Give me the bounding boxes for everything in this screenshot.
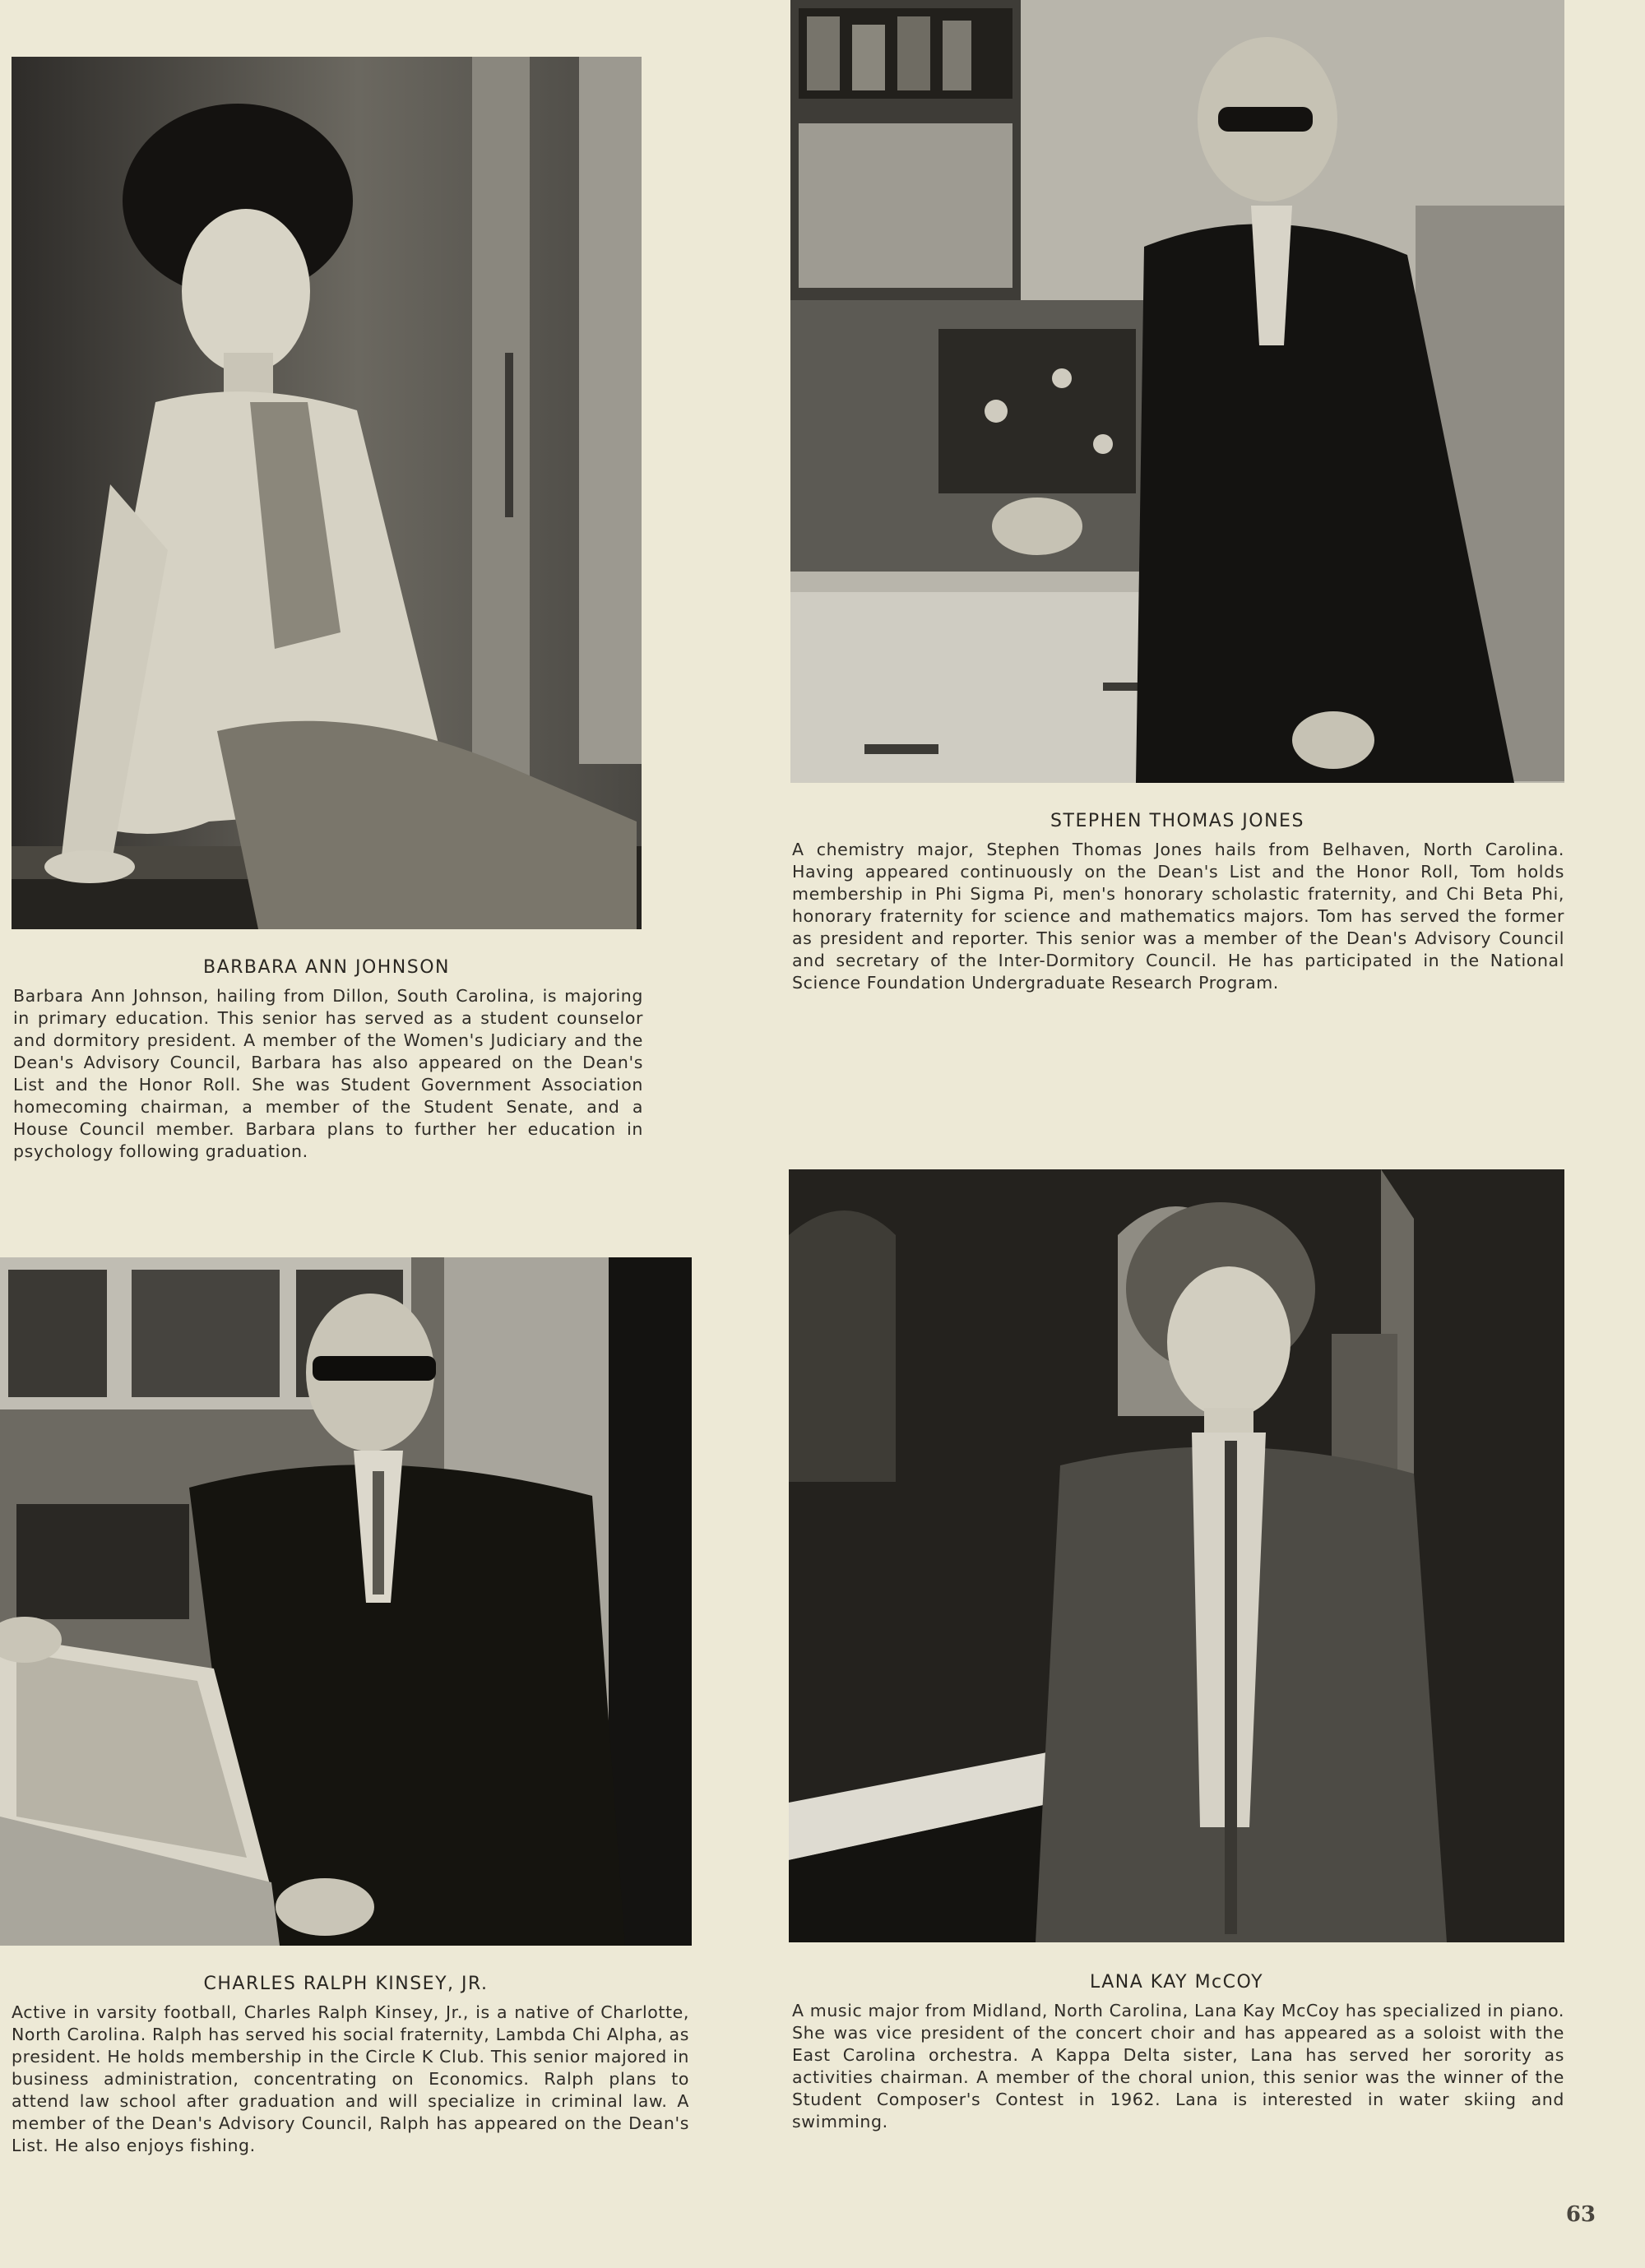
photo-lana-image <box>789 1169 1564 1942</box>
page-number: 63 <box>1565 2202 1596 2227</box>
profile-name-charles: CHARLES RALPH KINSEY, JR. <box>203 1974 489 1994</box>
profile-name-lana: LANA KAY McCOY <box>1089 1972 1264 1993</box>
photo-stephen-image <box>790 0 1564 783</box>
profile-bio-charles: Active in varsity football, Charles Ralph Kinsey, Jr., is a native of Charlotte, North Carolina. Ralph has served his social fraternity, Lambda Chi Alpha, as president. He holds membership in the Circle K Club. This senior majored in business administration, concentrating on Economics. Ralph plans to attend law school after graduation and will specialize in criminal law. A member of the Dean's Advisory Council, Ralph has appeared on the Dean's List. He also enjoys fishing. <box>12 2002 689 2155</box>
photo-stephen-thomas-jones <box>790 0 1564 783</box>
profile-bio-lana: A music major from Midland, North Carolina, Lana Kay McCoy has specialized in piano. She was vice president of the concert choir and has appeared as a soloist with the East Carolina orchestra. A Kappa Delta sister, Lana has served her sorority as activities chairman. A member of the choral union, this senior was the winner of the Student Composer's Contest in 1962. Lana is interested in water skiing and swimming. <box>792 2001 1564 2131</box>
photo-charles-image <box>0 1257 692 1946</box>
photo-barbara-ann-johnson <box>12 57 642 929</box>
profile-name-stephen: STEPHEN THOMAS JONES <box>1050 811 1304 831</box>
photo-lana-kay-mccoy <box>789 1169 1564 1942</box>
photo-barbara-image <box>12 57 642 929</box>
photo-charles-ralph-kinsey <box>0 1257 692 1946</box>
profile-bio-barbara: Barbara Ann Johnson, hailing from Dillon, South Carolina, is majoring in primary education. This senior has served as a student counselor and dormitory president. A member of the Women's Judiciary and the Dean's Advisory Council, Barbara has also appeared on the Dean's List and the Honor Roll. She was Student Government Association homecoming chairman, a member of the Student Senate, and a House Council member. Barbara plans to further her education in psychology following graduation. <box>13 986 643 1161</box>
profile-name-barbara: BARBARA ANN JOHNSON <box>202 957 450 978</box>
profile-bio-stephen: A chemistry major, Stephen Thomas Jones hails from Belhaven, North Carolina. Having appeared continuously on the Dean's List and the Honor Roll, Tom holds membership in Phi Sigma Pi, men's honorary scholastic fraternity, and Chi Beta Phi, honorary fraternity for science and mathematics majors. Tom has served the former as president and reporter. This senior was a member of the Dean's Advisory Council and secretary of the Inter-Dormitory Council. He has participated in the National Science Foundation Undergraduate Research Program. <box>792 840 1564 993</box>
